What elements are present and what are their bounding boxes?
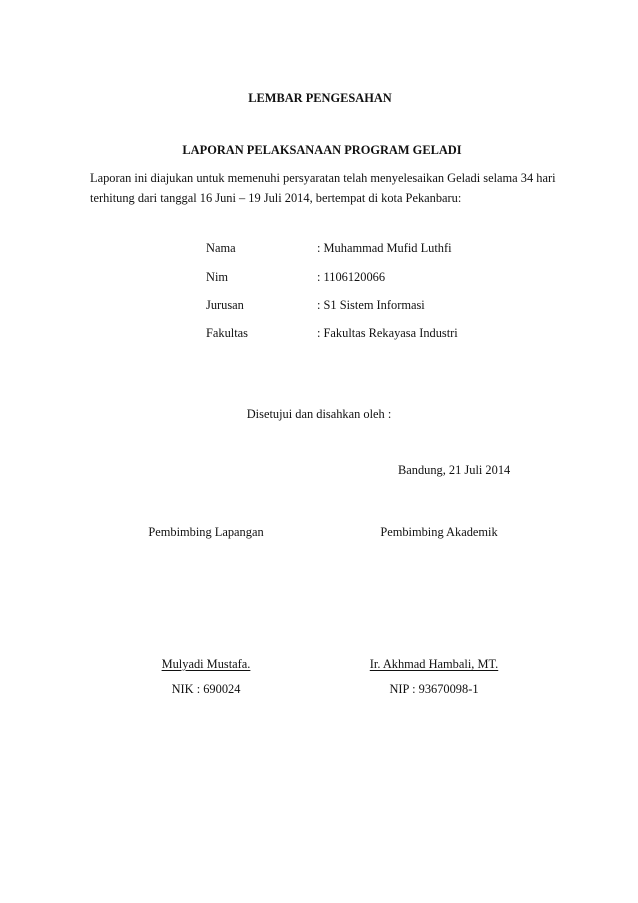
field-label-nim: Nim bbox=[206, 270, 229, 284]
report-title: LAPORAN PELAKSANAAN PROGRAM GELADI bbox=[182, 143, 462, 157]
field-value-jurusan: : S1 Sistem Informasi bbox=[317, 298, 425, 312]
field-label-jurusan: Jurusan bbox=[206, 298, 244, 312]
field-value-nim: : 1106120066 bbox=[317, 270, 386, 284]
left-signatory-name: Mulyadi Mustafa. bbox=[161, 657, 251, 671]
field-label-nama: Nama bbox=[206, 241, 236, 255]
right-signatory-id: NIP : 93670098-1 bbox=[389, 682, 479, 696]
field-label-fakultas: Fakultas bbox=[206, 326, 248, 340]
document-title: LEMBAR PENGESAHAN bbox=[248, 91, 392, 105]
right-signatory-name: Ir. Akhmad Hambali, MT. bbox=[369, 657, 499, 671]
field-value-nama: : Muhammad Mufid Luthfi bbox=[317, 241, 452, 255]
field-value-fakultas: : Fakultas Rekayasa Industri bbox=[317, 326, 458, 340]
approval-statement: Disetujui dan disahkan oleh : bbox=[246, 407, 392, 421]
right-signatory-role: Pembimbing Akademik bbox=[380, 525, 498, 539]
left-signatory-role: Pembimbing Lapangan bbox=[148, 525, 264, 539]
intro-paragraph: Laporan ini diajukan untuk memenuhi persyaratan telah menyelesaikan Geladi selama 34 hari terhitung dari tanggal 16 Juni – 19 Juli 2014, bertempat di kota Pekanbaru: bbox=[90, 171, 556, 205]
place-date: Bandung, 21 Juli 2014 bbox=[398, 463, 511, 477]
left-signatory-id: NIK : 690024 bbox=[171, 682, 241, 696]
